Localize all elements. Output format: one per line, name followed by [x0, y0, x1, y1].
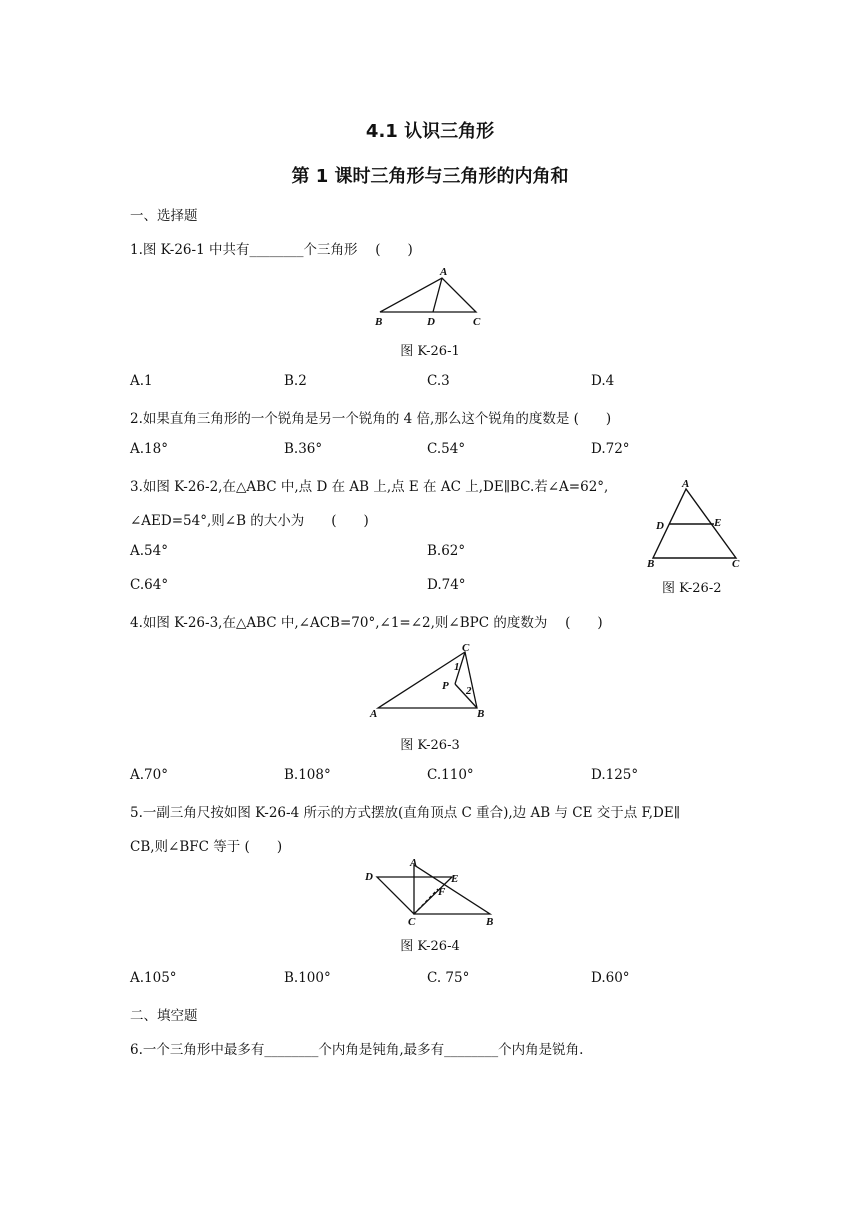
option-c[interactable]: C.54°	[427, 441, 466, 457]
vertex-label-c: C	[732, 558, 740, 570]
figure-k-26-1	[370, 264, 495, 328]
option-b[interactable]: B.2	[284, 373, 307, 389]
question-4-stem: 4.如图 K-26-3,在△ABC 中,∠ACB=70°,∠1=∠2,则∠BPC 的度数为 ( )	[130, 615, 603, 631]
vertex-label-c: C	[462, 642, 470, 654]
vertex-label-b: B	[477, 708, 485, 720]
triangle-abc	[380, 278, 476, 312]
figure-k-26-4	[360, 856, 500, 930]
vertex-label-e: E	[451, 873, 459, 885]
option-d[interactable]: D.72°	[591, 441, 630, 457]
question-5-line-1: 5.一副三角尺按如图 K-26-4 所示的方式摆放(直角顶点 C 重合),边 AB 与 CE 交于点 F,DE∥	[130, 805, 680, 821]
option-a[interactable]: A.18°	[130, 441, 168, 457]
option-c[interactable]: C. 75°	[427, 970, 470, 986]
option-c[interactable]: C.110°	[427, 767, 474, 783]
vertex-label-d: D	[427, 316, 435, 328]
option-b[interactable]: B.108°	[284, 767, 331, 783]
option-b[interactable]: B.36°	[284, 441, 323, 457]
question-1-stem: 1.图 K-26-1 中共有________个三角形 ( )	[130, 242, 413, 258]
option-a[interactable]: A.105°	[130, 970, 177, 986]
option-d[interactable]: D.125°	[591, 767, 639, 783]
section-heading-fill-in: 二、填空题	[130, 1008, 198, 1024]
angle-label-1: 1	[454, 661, 460, 673]
figure-k-26-3	[366, 638, 496, 720]
vertex-label-c: C	[408, 916, 416, 928]
question-6-stem: 6.一个三角形中最多有________个内角是钝角,最多有________个内角是锐角.	[130, 1042, 584, 1058]
option-b[interactable]: B.100°	[284, 970, 331, 986]
option-a[interactable]: A.70°	[130, 767, 168, 783]
vertex-label-a: A	[370, 708, 378, 720]
vertex-label-e: E	[714, 517, 722, 529]
figure-caption-1: 图 K-26-1	[400, 344, 460, 359]
point-label-p: P	[442, 680, 449, 692]
segment-ad	[433, 278, 442, 312]
page-subtitle: 第 1 课时三角形与三角形的内角和	[291, 166, 569, 187]
question-2-stem: 2.如果直角三角形的一个锐角是另一个锐角的 4 倍,那么这个锐角的度数是 ( )	[130, 411, 612, 427]
vertex-label-b: B	[647, 558, 655, 570]
question-3-line-1: 3.如图 K-26-2,在△ABC 中,点 D 在 AB 上,点 E 在 AC 上,DE∥BC.若∠A=62°,	[130, 479, 609, 495]
figure-caption-3: 图 K-26-3	[400, 738, 460, 753]
option-d[interactable]: D.60°	[591, 970, 630, 986]
option-d[interactable]: D.74°	[427, 577, 466, 593]
figure-k-26-2	[640, 474, 750, 572]
vertex-label-d: D	[656, 520, 664, 532]
vertex-label-b: B	[486, 916, 494, 928]
vertex-label-a: A	[410, 857, 418, 869]
option-c[interactable]: C.64°	[130, 577, 169, 593]
section-heading-choice: 一、选择题	[130, 208, 198, 224]
option-a[interactable]: A.54°	[130, 543, 168, 559]
figure-caption-4: 图 K-26-4	[400, 939, 460, 954]
vertex-label-b: B	[375, 316, 383, 328]
option-d[interactable]: D.4	[591, 373, 615, 389]
figure-caption-2: 图 K-26-2	[662, 581, 722, 596]
vertex-label-d: D	[365, 871, 373, 883]
page-title: 4.1 认识三角形	[365, 121, 495, 142]
question-3-line-2: ∠AED=54°,则∠B 的大小为 ( )	[130, 513, 369, 529]
question-5-line-2: CB,则∠BFC 等于 ( )	[130, 839, 283, 855]
option-c[interactable]: C.3	[427, 373, 450, 389]
angle-label-2: 2	[466, 685, 472, 697]
vertex-label-a: A	[440, 266, 448, 278]
option-b[interactable]: B.62°	[427, 543, 466, 559]
option-a[interactable]: A.1	[130, 373, 153, 389]
vertex-label-a: A	[682, 478, 690, 490]
point-label-f: F	[438, 886, 446, 898]
vertex-label-c: C	[473, 316, 481, 328]
